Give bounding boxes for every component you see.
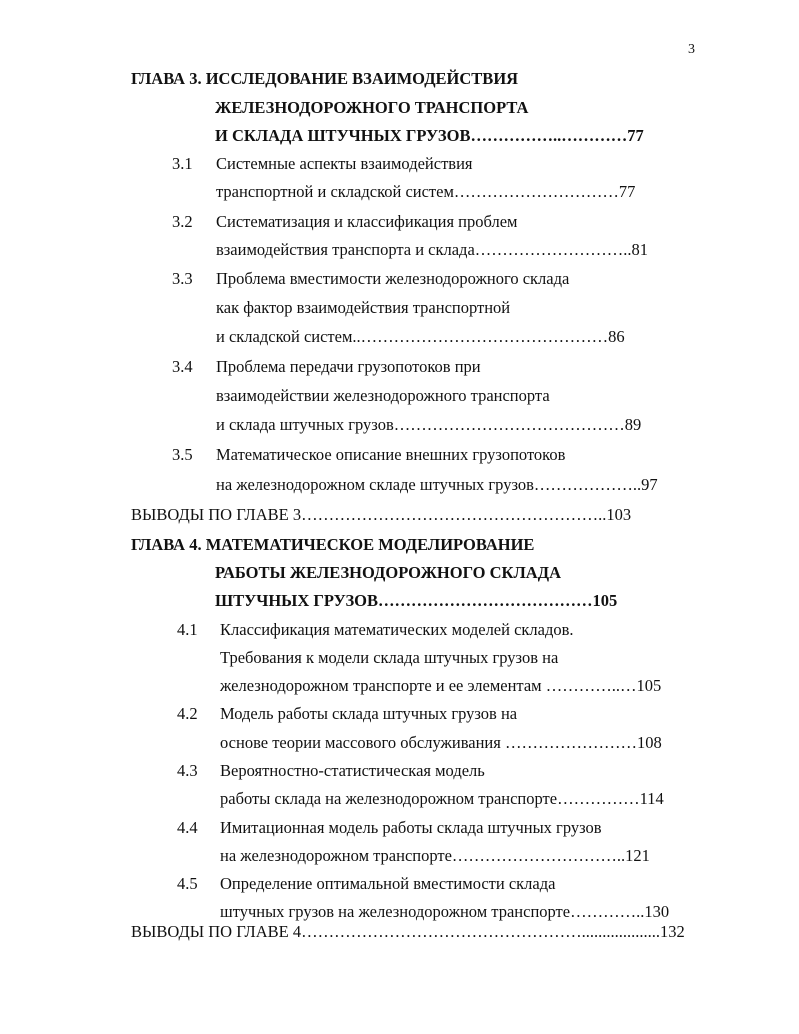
toc-item-line: Классификация математических моделей складов. [220, 620, 574, 639]
toc-item-line: Проблема передачи грузопотоков при [216, 357, 481, 376]
toc-item-line: и складской систем..………………………………………86 [216, 327, 625, 346]
toc-item-line: Имитационная модель работы склада штучных грузов [220, 818, 602, 837]
chapter4-title-line2: РАБОТЫ ЖЕЛЕЗНОДОРОЖНОГО СКЛАДА [215, 563, 561, 582]
toc-item-line: и склада штучных грузов……………………………………89 [216, 415, 642, 434]
chapter3-conclusions: ВЫВОДЫ ПО ГЛАВЕ 3………………………………………………..103 [131, 505, 632, 524]
chapter3-title-line2: ЖЕЛЕЗНОДОРОЖНОГО ТРАНСПОРТА [215, 98, 529, 117]
toc-item-line: работы склада на железнодорожном транспорте……………114 [220, 789, 664, 808]
toc-item-line: взаимодействия транспорта и склада………………………..81 [216, 240, 649, 259]
toc-item-line: Систематизация и классификация проблем [216, 212, 518, 231]
toc-item-line: на железнодорожном транспорте…………………………..121 [220, 846, 650, 865]
toc-item-line: Системные аспекты взаимодействия [216, 154, 473, 173]
toc-item-line: Вероятностно-статистическая модель [220, 761, 485, 780]
toc-item-line: Проблема вместимости железнодорожного склада [216, 269, 570, 288]
toc-item-number: 3.3 [172, 269, 193, 288]
toc-item-number: 3.5 [172, 445, 193, 464]
toc-item-line: Определение оптимальной вместимости склада [220, 874, 556, 893]
toc-item-line: штучных грузов на железнодорожном транспорте…………..130 [220, 902, 670, 921]
toc-item-line: транспортной и складской систем…………………………77 [216, 182, 636, 201]
toc-item-number: 4.1 [177, 620, 198, 639]
chapter4-title-line1: ГЛАВА 4. МАТЕМАТИЧЕСКОЕ МОДЕЛИРОВАНИЕ [131, 535, 535, 554]
toc-item-line: как фактор взаимодействия транспортной [216, 298, 511, 317]
toc-item-number: 3.1 [172, 154, 193, 173]
chapter4-title-line3: ШТУЧНЫХ ГРУЗОВ…………………………………105 [215, 591, 618, 610]
toc-item-number: 4.5 [177, 874, 198, 893]
toc-item-line: Математическое описание внешних грузопотоков [216, 445, 566, 464]
toc-item-number: 3.2 [172, 212, 193, 231]
toc-item-line: Требования к модели склада штучных грузов на [220, 648, 559, 667]
page-number: 3 [688, 42, 695, 57]
toc-item-line: железнодорожном транспорте и ее элементам …………..…105 [220, 676, 662, 695]
toc-item-line: на железнодорожном складе штучных грузов………………..97 [216, 475, 658, 494]
toc-item-number: 3.4 [172, 357, 193, 376]
toc-item-line: Модель работы склада штучных грузов на [220, 704, 518, 723]
chapter3-title-line3: И СКЛАДА ШТУЧНЫХ ГРУЗОВ……………..…………77 [215, 126, 644, 145]
toc-item-number: 4.4 [177, 818, 198, 837]
toc-item-line: взаимодействии железнодорожного транспорта [216, 386, 550, 405]
chapter3-title-line1: ГЛАВА 3. ИССЛЕДОВАНИЕ ВЗАИМОДЕЙСТВИЯ [131, 69, 519, 88]
chapter4-conclusions: ВЫВОДЫ ПО ГЛАВЕ 4……………………………………………...................132 [131, 922, 685, 941]
toc-item-line: основе теории массового обслуживания ……………………108 [220, 733, 662, 752]
toc-item-number: 4.3 [177, 761, 198, 780]
toc-item-number: 4.2 [177, 704, 198, 723]
